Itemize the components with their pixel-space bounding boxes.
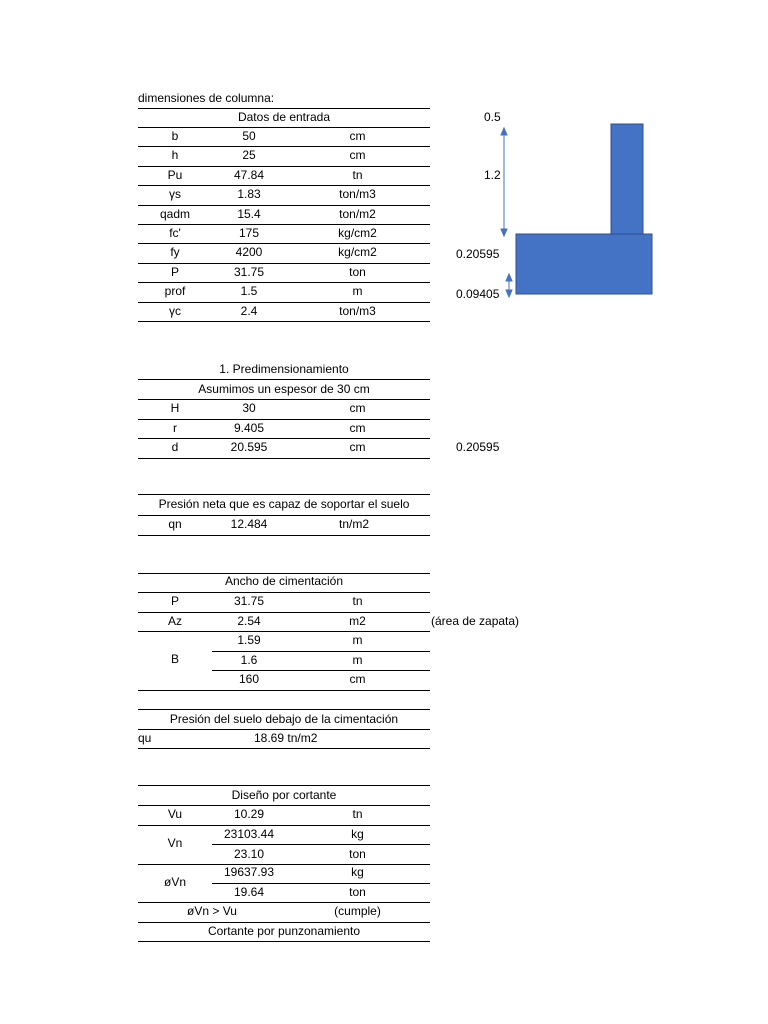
az-unit: m2: [349, 614, 366, 628]
entrada-row-label: h: [171, 148, 179, 163]
entrada-row-label: fy: [170, 245, 180, 260]
ovn-label: øVn: [163, 875, 186, 889]
ovn-ton-unit: ton: [349, 885, 366, 899]
presion-neta-title: Presión neta que es capaz de soportar el suelo: [158, 497, 410, 511]
table-rule: [138, 748, 430, 749]
table-rule: [138, 941, 430, 942]
predim-row-unit: cm: [349, 420, 366, 435]
column-dimensions-title: dimensiones de columna:: [138, 91, 275, 105]
predim-title: 1. Predimensionamiento: [219, 362, 349, 376]
vu-unit: tn: [352, 807, 363, 821]
predim-row-unit: cm: [349, 440, 366, 454]
entrada-row-value: 15.4: [237, 206, 261, 221]
cortante-title: Diseño por cortante: [231, 788, 337, 802]
entrada-row-unit: kg/cm2: [338, 226, 377, 240]
punzonamiento-title: Cortante por punzonamiento: [207, 924, 361, 938]
entrada-row-value: 25: [242, 148, 256, 163]
ancho-title: Ancho de cimentación: [224, 574, 344, 588]
ancho-p-value: 31.75: [233, 594, 265, 608]
entrada-row-value: 47.84: [233, 167, 265, 182]
cortante-check: øVn > Vu: [187, 904, 237, 918]
b-unit: cm: [349, 672, 366, 686]
ancho-p-label: P: [170, 594, 179, 608]
diagram-label-r: 0.09405: [456, 287, 500, 301]
entrada-header: Datos de entrada: [237, 110, 331, 124]
entrada-row-unit: m: [352, 284, 363, 299]
predim-row-value: 20.595: [230, 440, 268, 454]
predim-row-label: r: [173, 420, 177, 435]
r-dimension-arrow: [506, 274, 512, 297]
b-value: 1.6: [240, 653, 258, 667]
entrada-row-label: γc: [169, 303, 181, 318]
qu-label: qu: [138, 731, 152, 745]
vn-ton-unit: ton: [349, 847, 366, 861]
b-unit: m: [352, 633, 363, 647]
entrada-row-unit: ton/m2: [339, 206, 376, 221]
predim-row-value: 9.405: [233, 420, 265, 435]
b-value: 160: [238, 672, 260, 686]
ancho-p-unit: tn: [352, 594, 363, 608]
vn-ton-value: 23.10: [233, 847, 265, 861]
entrada-row-value: 1.83: [237, 187, 261, 202]
table-rule: [138, 458, 430, 459]
footing-shape: [516, 234, 652, 294]
entrada-row-value: 50: [242, 129, 256, 143]
entrada-row-label: P: [170, 264, 179, 279]
az-note: (área de zapata): [431, 614, 520, 628]
b-value: 1.59: [237, 633, 261, 647]
diagram-label-height: 1.2: [484, 168, 501, 182]
b-label: B: [170, 652, 179, 666]
predim-side-note: 0.20595: [456, 440, 500, 454]
entrada-row-label: prof: [164, 284, 186, 299]
predim-row-label: d: [171, 440, 179, 454]
entrada-row-label: b: [171, 129, 179, 143]
table-rule: [138, 535, 430, 536]
predim-row-unit: cm: [349, 401, 366, 415]
entrada-row-label: fc': [169, 226, 181, 240]
az-value: 2.54: [237, 614, 261, 628]
vu-value: 10.29: [233, 807, 265, 821]
entrada-row-unit: cm: [349, 148, 366, 163]
entrada-row-label: qadm: [159, 206, 191, 221]
ovn-kg-value: 19637.93: [223, 865, 275, 879]
b-unit: m: [352, 653, 363, 667]
presion-suelo-title: Presión del suelo debajo de la cimentación: [169, 712, 399, 726]
entrada-row-unit: ton/m3: [339, 187, 376, 202]
entrada-row-value: 2.4: [240, 303, 258, 318]
qn-label: qn: [168, 517, 182, 531]
entrada-row-value: 1.5: [240, 284, 258, 299]
predim-subtitle: Asumimos un espesor de 30 cm: [198, 382, 370, 396]
height-dimension-arrow: [501, 128, 507, 236]
vn-kg-unit: kg: [351, 827, 364, 841]
diagram-label-top: 0.5: [484, 110, 501, 124]
diagram-label-d: 0.20595: [456, 247, 500, 261]
cortante-check-result: (cumple): [334, 904, 381, 918]
entrada-row-label: γs: [169, 187, 181, 202]
qu-value: 18.69 tn/m2: [254, 731, 318, 745]
predim-row-label: H: [170, 401, 180, 415]
ovn-kg-unit: kg: [351, 865, 364, 879]
entrada-row-unit: cm: [349, 129, 366, 143]
vu-label: Vu: [167, 807, 183, 821]
vn-label: Vn: [167, 836, 183, 850]
ovn-ton-value: 19.64: [233, 885, 265, 899]
entrada-row-value: 4200: [235, 245, 263, 260]
entrada-row-unit: ton: [349, 264, 366, 279]
entrada-row-unit: ton/m3: [339, 303, 376, 318]
qn-value: 12.484: [230, 517, 268, 531]
entrada-row-value: 31.75: [233, 264, 265, 279]
vn-kg-value: 23103.44: [223, 827, 275, 841]
entrada-row-unit: tn: [352, 167, 363, 182]
table-rule: [138, 690, 430, 691]
column-shape: [611, 124, 643, 234]
entrada-row-label: Pu: [167, 167, 183, 182]
entrada-row-unit: kg/cm2: [338, 245, 377, 260]
az-label: Az: [167, 614, 182, 628]
qn-unit: tn/m2: [339, 517, 370, 531]
predim-row-value: 30: [242, 401, 256, 415]
entrada-row-value: 175: [238, 226, 260, 240]
